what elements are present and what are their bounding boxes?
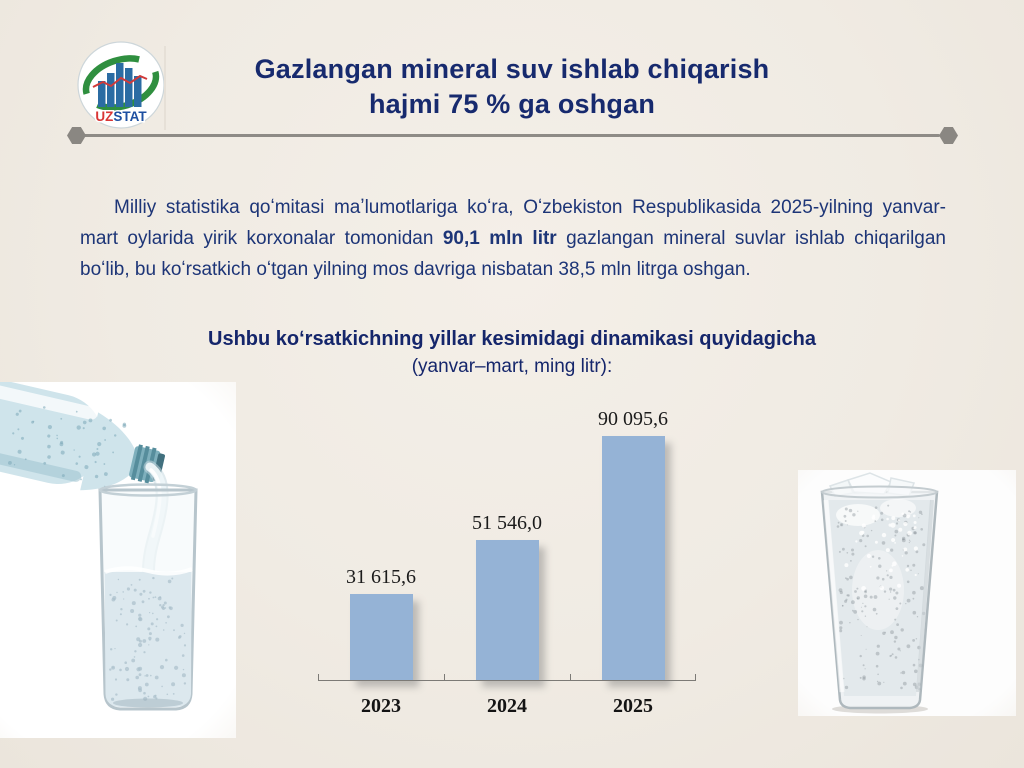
intro-text-part2: gazlangan mineral suvlar ishlab chiqarilgan boʻlib, bu koʻrsatkich oʻtgan yilning mos davriga nisbatan 38,5 mln litrga oshgan.: [80, 228, 946, 280]
divider-endpoint-right: [939, 127, 958, 144]
x-axis: [318, 680, 696, 688]
chart-subtitle: [0, 328, 1024, 378]
x-axis-line: [318, 680, 696, 681]
bar-2024: [476, 540, 539, 680]
logo-text: UZSTAT: [95, 109, 147, 124]
bar-value-label: 51 546,0: [472, 512, 542, 534]
photo-bottle-pouring-water: [0, 382, 236, 738]
chart-column: [570, 408, 696, 680]
chart-subtitle-line1: Ushbu koʻrsatkichning yillar kesimidagi dinamikasi quyidagicha: [208, 328, 816, 350]
x-axis-labels: [318, 688, 696, 718]
photo-glass-sparkling-water: [798, 470, 1016, 716]
x-axis-tick: [318, 674, 319, 681]
chart-column: [444, 512, 570, 680]
x-axis-label: 2023: [361, 695, 401, 717]
x-axis-tick: [570, 674, 571, 681]
drinking-glass-graphic: [100, 485, 196, 710]
page-title: [0, 52, 1024, 122]
x-axis-label: 2024: [487, 695, 527, 717]
page-title-line1: Gazlangan mineral suv ishlab chiqarish: [254, 54, 770, 84]
bar-2025: [602, 436, 665, 680]
sparkling-glass-graphic: [822, 473, 937, 714]
bar-value-label: 31 615,6: [346, 566, 416, 588]
x-axis-tick: [695, 674, 696, 681]
bar-chart-plot-area: [318, 404, 696, 680]
bar-value-label: 90 095,6: [598, 408, 668, 430]
bar-2023: [350, 594, 413, 680]
highlighted-value: 90,1 mln litr: [442, 228, 557, 249]
intro-text-part1: Milliy statistika qoʻmitasi maʼlumotlariga koʻra, Oʻzbekiston Respublikasida 2025-yilning yanvar-mart oylarida yirik korxonalar tomonidan: [80, 197, 946, 249]
bar-chart: [318, 404, 696, 718]
page-title-line2: hajmi 75 % ga oshgan: [368, 89, 656, 119]
chart-column: [318, 566, 444, 680]
header-divider-line: [77, 134, 940, 137]
water-bottle-graphic: [0, 382, 173, 507]
chart-subtitle-line2: (yanvar–mart, ming litr):: [411, 356, 613, 377]
x-axis-tick: [444, 674, 445, 681]
intro-paragraph: [80, 192, 946, 285]
x-axis-label: 2025: [613, 695, 653, 717]
